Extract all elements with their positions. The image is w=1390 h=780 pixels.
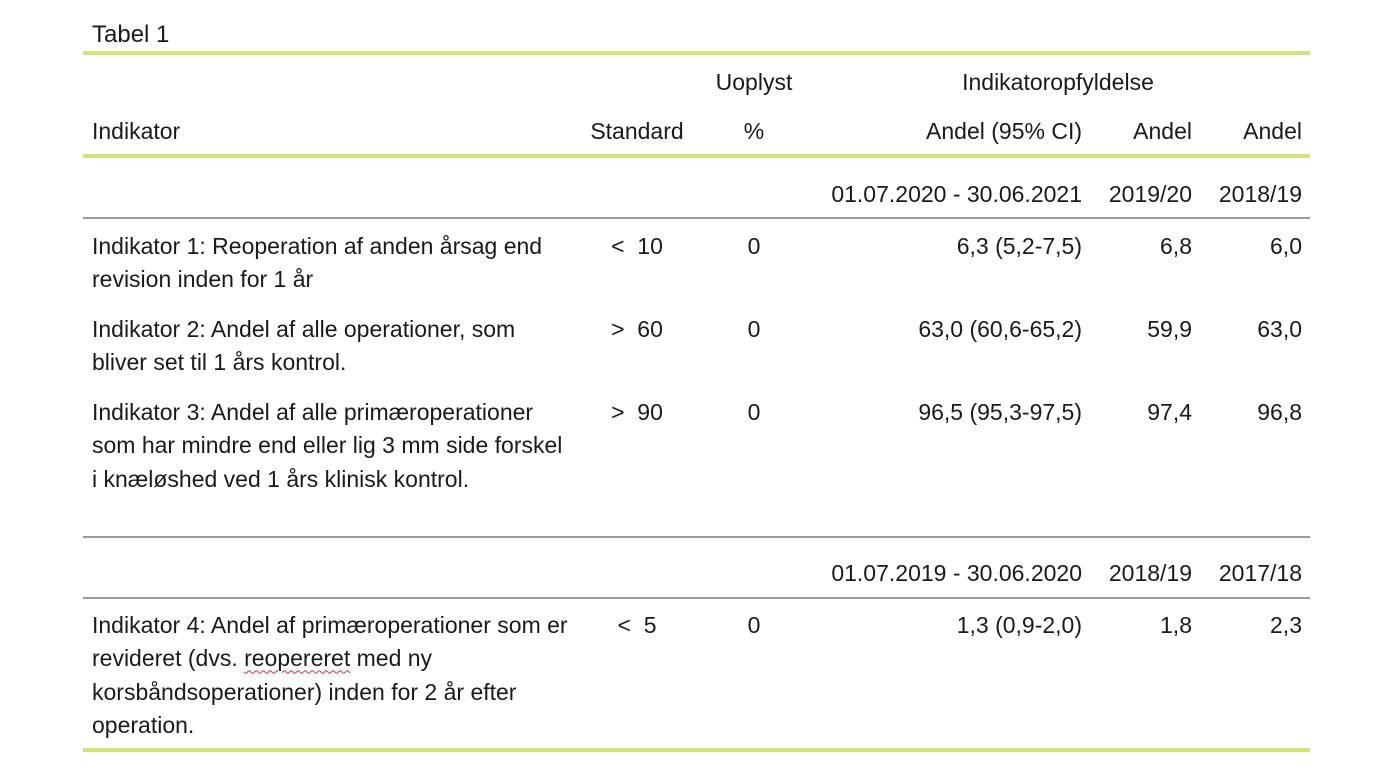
group-period: 01.07.2019 - 30.06.2020 — [831, 560, 1082, 586]
table-row-andel-2: 2,3 — [1270, 612, 1302, 638]
label-part: Indikator 4: Andel af primæroperationer som er revideret (dvs. — [92, 612, 568, 672]
header-andel-1: Andel — [1133, 118, 1192, 144]
table-title: Tabel 1 — [92, 21, 170, 48]
table-row-uoplyst: 0 — [747, 612, 761, 638]
spellcheck-marked-word: reopereret — [244, 645, 351, 672]
table-row-standard: > 90 — [611, 399, 663, 425]
table-row-uoplyst: 0 — [747, 316, 761, 342]
group-year-2: 2018/19 — [1218, 181, 1302, 207]
table-row-andel-ci: 96,5 (95,3-97,5) — [918, 399, 1082, 425]
group-period: 01.07.2020 - 30.06.2021 — [831, 181, 1082, 207]
table-row-andel-1: 59,9 — [1147, 316, 1192, 342]
table-row-label: Indikator 1: Reoperation af anden årsag end revision inden for 1 år — [92, 233, 543, 293]
header-andel-ci: Andel (95% CI) — [926, 118, 1082, 144]
group-year-1: 2019/20 — [1108, 181, 1192, 207]
header-andel-2: Andel — [1243, 118, 1302, 144]
header-indikator: Indikator — [92, 118, 181, 144]
group-divider — [83, 597, 1310, 599]
top-rule — [83, 51, 1310, 55]
table-container — [83, 0, 1310, 780]
table-row-label: Indikator 2: Andel af alle operationer, som bliver set til 1 års kontrol. — [92, 316, 516, 376]
header-standard: Standard — [590, 118, 684, 144]
header-rule — [83, 154, 1310, 158]
header-uoplyst: Uoplyst — [715, 69, 793, 95]
header-percent: % — [743, 118, 765, 144]
header-indikatoropfyldelse: Indikatoropfyldelse — [962, 69, 1154, 95]
table-row-uoplyst: 0 — [747, 233, 761, 259]
table-row-label: Indikator 3: Andel af alle primæroperationer som har mindre end eller lig 3 mm side forskel i knæløshed ved 1 års klinisk kontrol. — [92, 399, 563, 492]
group-divider — [83, 536, 1310, 538]
table-row-standard: < 10 — [611, 233, 663, 259]
group-year-1: 2018/19 — [1108, 560, 1192, 586]
table-row-andel-2: 96,8 — [1257, 399, 1302, 425]
group-divider — [83, 217, 1310, 219]
bottom-rule — [83, 748, 1310, 752]
table-row-andel-ci: 1,3 (0,9-2,0) — [956, 612, 1082, 638]
table-row-andel-2: 63,0 — [1257, 316, 1302, 342]
label-part: med ny korsbåndsoperationer) inden for 2 år efter operation. — [92, 645, 517, 738]
table-row-uoplyst: 0 — [747, 399, 761, 425]
table-row-standard: < 5 — [617, 612, 657, 638]
table-row-standard: > 60 — [611, 316, 663, 342]
table-row-andel-ci: 63,0 (60,6-65,2) — [918, 316, 1082, 342]
table-row-andel-ci: 6,3 (5,2-7,5) — [956, 233, 1082, 259]
table-row-label — [92, 609, 572, 742]
group-year-2: 2017/18 — [1218, 560, 1302, 586]
table-row-andel-1: 97,4 — [1147, 399, 1192, 425]
table-row-andel-1: 6,8 — [1160, 233, 1192, 259]
table-row-andel-2: 6,0 — [1270, 233, 1302, 259]
table-row-andel-1: 1,8 — [1160, 612, 1192, 638]
